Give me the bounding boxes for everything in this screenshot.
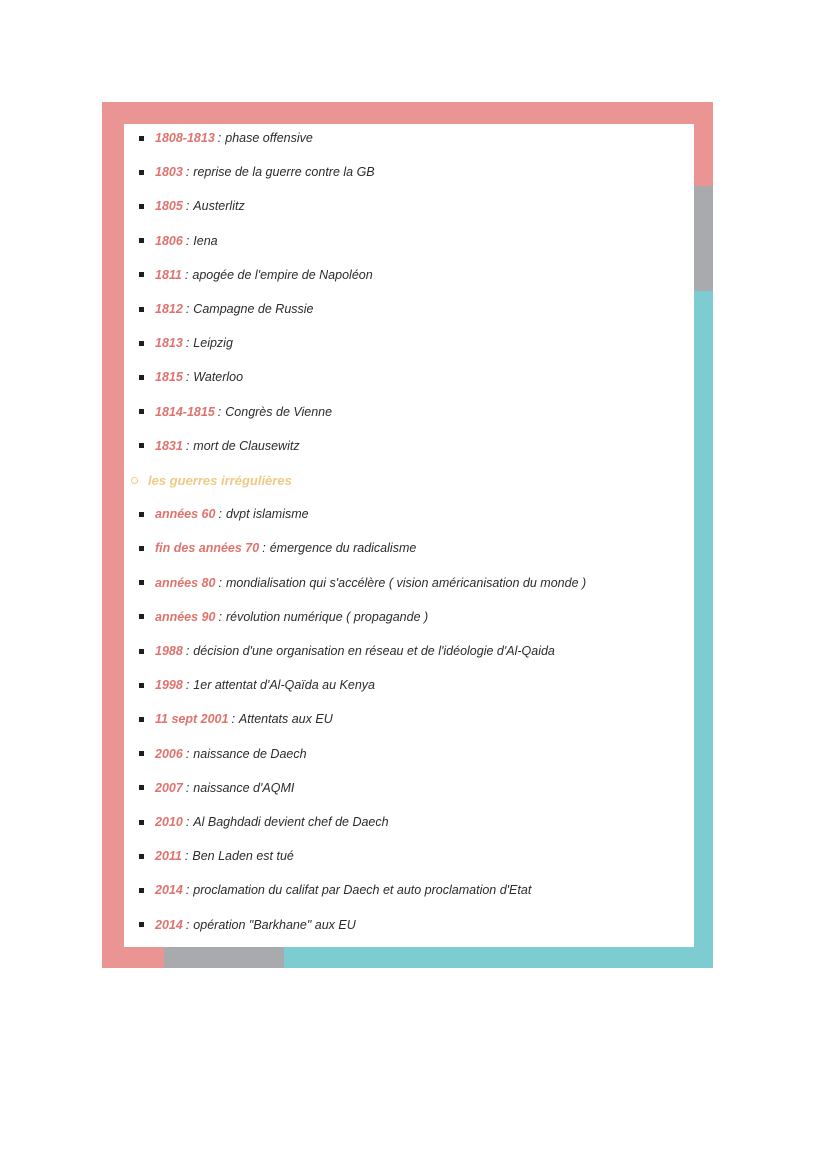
page-frame — [102, 102, 713, 968]
square-bullet-icon — [139, 341, 144, 346]
frame-bottom-border-gray — [164, 947, 284, 968]
list-item — [124, 878, 684, 902]
square-bullet-icon — [139, 854, 144, 859]
item-description: opération "Barkhane" aux EU — [193, 917, 356, 932]
list-item — [124, 400, 684, 424]
item-description: Al Baghdadi devient chef de Daech — [193, 815, 389, 829]
item-description: Ben Laden est tué — [192, 849, 294, 864]
square-bullet-icon — [139, 785, 144, 790]
item-date: 1806 — [155, 233, 183, 248]
list-item — [124, 605, 684, 629]
square-bullet-icon — [139, 546, 144, 551]
list-item — [124, 639, 684, 663]
item-description: mort de Clausewitz — [193, 438, 300, 453]
item-separator: : — [185, 644, 190, 658]
item-separator: : — [185, 165, 190, 180]
square-bullet-icon — [139, 922, 144, 927]
frame-right-border-teal — [694, 291, 713, 968]
item-description: naissance de Daech — [193, 746, 307, 761]
item-date: 2010 — [155, 815, 183, 829]
list-item — [124, 331, 684, 355]
item-date: 1813 — [155, 336, 183, 351]
section-subheading — [124, 468, 684, 492]
item-date: 11 sept 2001 — [155, 712, 229, 727]
item-description: Congrès de Vienne — [225, 404, 333, 419]
list-item — [124, 673, 684, 697]
square-bullet-icon — [139, 751, 144, 756]
item-description: phase offensive — [225, 131, 313, 145]
list-item — [124, 160, 684, 184]
hollow-circle-bullet-icon — [131, 477, 138, 484]
item-separator: : — [218, 575, 222, 590]
square-bullet-icon — [139, 170, 144, 175]
item-description: dvpt islamisme — [225, 507, 309, 522]
item-separator: : — [185, 780, 190, 795]
item-description: Campagne de Russie — [193, 302, 314, 316]
item-separator: : — [185, 233, 190, 248]
list-item — [124, 263, 684, 287]
square-bullet-icon — [139, 683, 144, 688]
list-item — [124, 502, 684, 526]
square-bullet-icon — [139, 443, 144, 448]
item-date: 2014 — [155, 883, 183, 898]
item-separator: : — [217, 131, 222, 145]
item-description: apogée de l'empire de Napoléon — [192, 267, 373, 282]
list-item — [124, 126, 684, 150]
item-description: reprise de la guerre contre la GB — [193, 165, 375, 180]
square-bullet-icon — [139, 649, 144, 654]
list-item — [124, 536, 684, 560]
list-item — [124, 434, 684, 458]
item-date: 2011 — [155, 849, 182, 864]
item-description: mondialisation qui s'accélère ( vision américanisation du monde ) — [225, 575, 587, 590]
frame-left-border — [102, 102, 124, 968]
item-description: Leipzig — [193, 336, 233, 351]
item-separator: : — [218, 507, 222, 522]
list-item — [124, 365, 684, 389]
square-bullet-icon — [139, 409, 144, 414]
item-date: 2006 — [155, 746, 183, 761]
square-bullet-icon — [139, 238, 144, 243]
item-separator: : — [231, 712, 235, 727]
list-item — [124, 229, 684, 253]
item-date: 1988 — [155, 644, 183, 658]
item-date: 2007 — [155, 780, 183, 795]
item-separator: : — [217, 404, 222, 419]
item-separator: : — [185, 438, 190, 453]
list-item — [124, 913, 684, 937]
list-item — [124, 297, 684, 321]
frame-bottom-border-pink — [102, 947, 164, 968]
item-separator: : — [185, 199, 190, 214]
item-description: Austerlitz — [193, 199, 245, 214]
item-date: 1814-1815 — [155, 404, 215, 419]
item-date: 1998 — [155, 678, 183, 693]
list-item — [124, 776, 684, 800]
item-description: proclamation du califat par Daech et auto proclamation d'Etat — [193, 883, 532, 898]
content-area — [124, 124, 694, 947]
list-item — [124, 844, 684, 868]
frame-right-border-gray — [694, 186, 713, 291]
frame-top-border — [102, 102, 713, 124]
item-separator: : — [185, 678, 190, 693]
item-date: 1815 — [155, 370, 183, 385]
item-separator: : — [185, 815, 190, 829]
item-separator: : — [218, 609, 222, 624]
item-separator: : — [185, 336, 190, 351]
square-bullet-icon — [139, 375, 144, 380]
item-separator: : — [184, 267, 189, 282]
item-separator: : — [185, 883, 190, 898]
list-item — [124, 571, 684, 595]
item-date: 1803 — [155, 165, 183, 180]
list-item — [124, 810, 684, 834]
item-separator: : — [185, 746, 190, 761]
square-bullet-icon — [139, 272, 144, 277]
square-bullet-icon — [139, 136, 144, 141]
item-date: années 90 — [155, 609, 216, 624]
item-date: années 60 — [155, 507, 216, 522]
item-description: décision d'une organisation en réseau et de l'idéologie d'Al-Qaida — [193, 644, 555, 658]
item-separator: : — [185, 917, 190, 932]
item-separator: : — [184, 849, 189, 864]
item-separator: : — [185, 370, 190, 385]
item-description: 1er attentat d'Al-Qaïda au Kenya — [193, 678, 375, 693]
frame-right-border-pink — [694, 102, 713, 186]
item-description: Attentats aux EU — [238, 712, 333, 727]
list-item — [124, 742, 684, 766]
item-description: Waterloo — [193, 370, 244, 385]
square-bullet-icon — [139, 580, 144, 585]
item-description: émergence du radicalisme — [269, 541, 417, 556]
square-bullet-icon — [139, 614, 144, 619]
square-bullet-icon — [139, 204, 144, 209]
square-bullet-icon — [139, 820, 144, 825]
item-date: 1812 — [155, 302, 183, 316]
item-date: années 80 — [155, 575, 216, 590]
list-item — [124, 707, 684, 731]
item-description: révolution numérique ( propagande ) — [225, 609, 429, 624]
square-bullet-icon — [139, 512, 144, 517]
item-description: naissance d'AQMI — [193, 780, 295, 795]
item-date: fin des années 70 — [155, 541, 260, 556]
subheading-text: les guerres irrégulières — [148, 472, 292, 488]
item-date: 1811 — [155, 267, 182, 282]
item-date: 1805 — [155, 199, 183, 214]
frame-bottom-border-teal — [284, 947, 713, 968]
item-separator: : — [185, 302, 190, 316]
square-bullet-icon — [139, 717, 144, 722]
item-date: 1831 — [155, 438, 183, 453]
list-item — [124, 194, 684, 218]
item-date: 1808-1813 — [155, 131, 215, 145]
item-date: 2014 — [155, 917, 183, 932]
item-description: Iena — [193, 233, 218, 248]
square-bullet-icon — [139, 307, 144, 312]
square-bullet-icon — [139, 888, 144, 893]
item-separator: : — [262, 541, 266, 556]
